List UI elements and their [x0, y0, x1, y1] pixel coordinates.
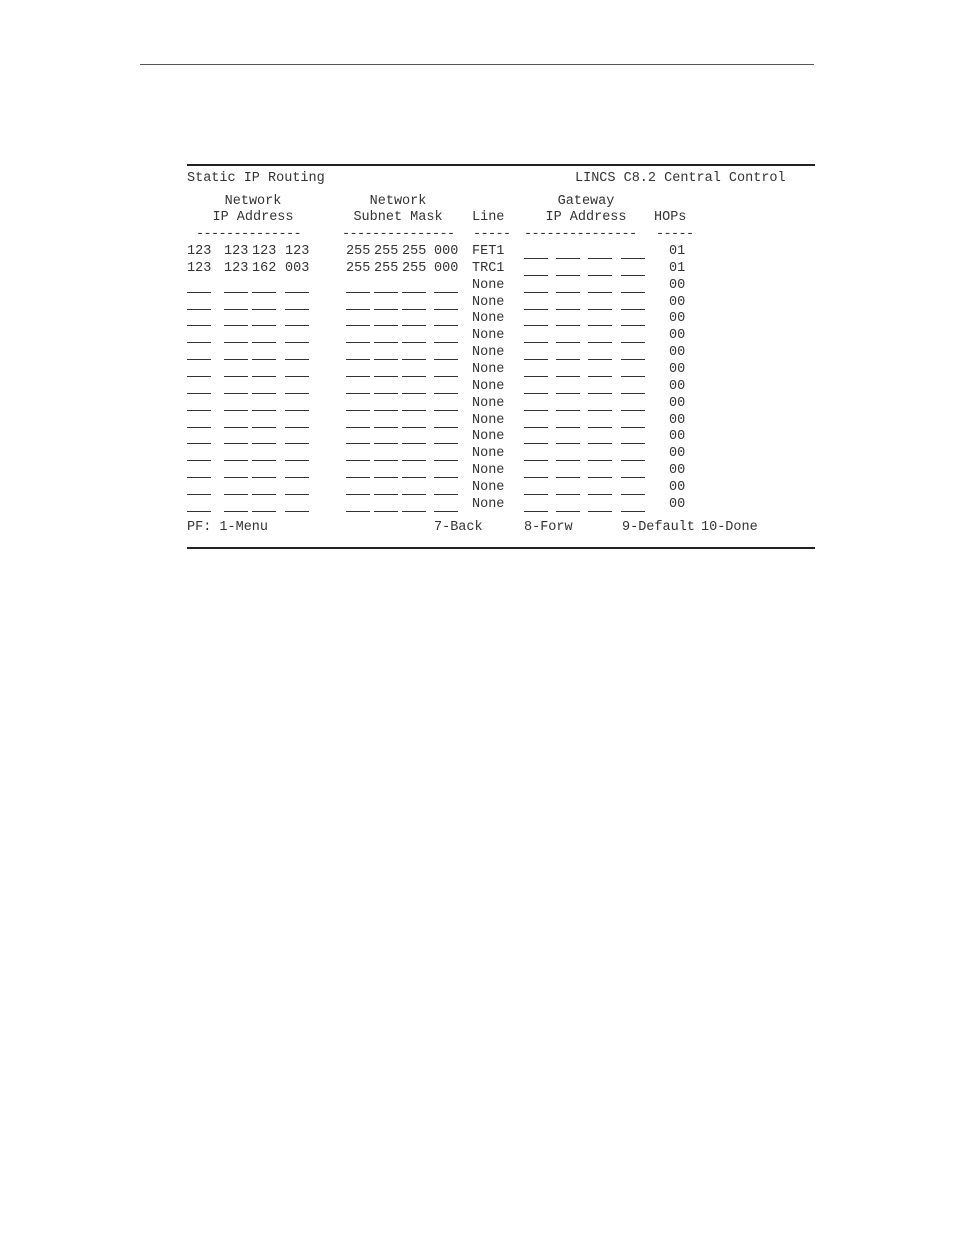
header-network-ip-line2: IP Address: [212, 210, 294, 225]
network-ip-octet-1-blank[interactable]: [187, 393, 211, 394]
gateway-ip-octet-4-blank[interactable]: [621, 410, 645, 411]
gateway-ip-octet-3-blank[interactable]: [588, 443, 612, 444]
hops-field[interactable]: 01: [669, 244, 686, 259]
screen-bottom-border: [187, 547, 815, 549]
gateway-ip-octet-1-blank[interactable]: [524, 494, 548, 495]
gateway-ip-octet-2-blank[interactable]: [556, 258, 580, 259]
subnet-mask-octet-4-blank[interactable]: [434, 359, 458, 360]
hops-field[interactable]: 00: [669, 345, 686, 360]
pf-default-key[interactable]: 9-Default: [622, 520, 695, 535]
pf-forward-key[interactable]: 8-Forw: [524, 520, 573, 535]
network-ip-octet-3-blank[interactable]: [252, 309, 276, 310]
subnet-mask-octet-3-blank[interactable]: [402, 309, 426, 310]
line-field[interactable]: None: [472, 379, 505, 394]
gateway-ip-octet-2-blank[interactable]: [556, 511, 580, 512]
gateway-ip-octet-1-blank[interactable]: [524, 511, 548, 512]
gateway-ip-octet-1-blank[interactable]: [524, 460, 548, 461]
subnet-mask-octet-2-blank[interactable]: [374, 393, 398, 394]
line-field[interactable]: None: [472, 345, 505, 360]
gateway-ip-octet-3-blank[interactable]: [588, 511, 612, 512]
network-ip-octet-3-blank[interactable]: [252, 393, 276, 394]
network-ip-octet-1-blank[interactable]: [187, 292, 211, 293]
gateway-ip-octet-3-blank[interactable]: [588, 393, 612, 394]
network-ip-octet-2-blank[interactable]: [224, 477, 248, 478]
header-gateway-line1: Gateway: [557, 194, 615, 209]
subnet-mask-octet-1-blank[interactable]: [346, 342, 370, 343]
subnet-mask-octet-3-blank[interactable]: [402, 460, 426, 461]
gateway-ip-octet-4-blank[interactable]: [621, 511, 645, 512]
network-ip-octet-3-blank[interactable]: [252, 443, 276, 444]
subnet-mask-octet-3[interactable]: 255: [402, 261, 427, 276]
network-ip-octet-4-blank[interactable]: [285, 393, 309, 394]
hops-field[interactable]: 00: [669, 278, 686, 293]
pf-done-key[interactable]: 10-Done: [701, 520, 758, 535]
network-ip-octet-3-blank[interactable]: [252, 376, 276, 377]
gateway-ip-octet-3-blank[interactable]: [588, 359, 612, 360]
subnet-mask-octet-2-blank[interactable]: [374, 359, 398, 360]
network-ip-octet-2-blank[interactable]: [224, 494, 248, 495]
separator-ip: --------------: [196, 227, 302, 242]
screen-title: Static IP Routing: [187, 171, 325, 186]
gateway-ip-octet-3-blank[interactable]: [588, 309, 612, 310]
subnet-mask-octet-4-blank[interactable]: [434, 460, 458, 461]
gateway-ip-octet-1-blank[interactable]: [524, 393, 548, 394]
subnet-mask-octet-4-blank[interactable]: [434, 393, 458, 394]
hops-field[interactable]: 00: [669, 429, 686, 444]
network-ip-octet-2-blank[interactable]: [224, 511, 248, 512]
line-field[interactable]: None: [472, 497, 505, 512]
gateway-ip-octet-3-blank[interactable]: [588, 427, 612, 428]
subnet-mask-octet-1-blank[interactable]: [346, 511, 370, 512]
gateway-ip-octet-4-blank[interactable]: [621, 309, 645, 310]
pf-menu-key[interactable]: PF: 1-Menu: [187, 520, 269, 535]
hops-field[interactable]: 00: [669, 362, 686, 377]
gateway-ip-octet-1-blank[interactable]: [524, 427, 548, 428]
gateway-ip-octet-3-blank[interactable]: [588, 292, 612, 293]
network-ip-octet-4-blank[interactable]: [285, 511, 309, 512]
gateway-ip-octet-1-blank[interactable]: [524, 292, 548, 293]
gateway-ip-octet-3-blank[interactable]: [588, 460, 612, 461]
header-gateway-line2: IP Address: [545, 210, 627, 225]
subnet-mask-octet-3-blank[interactable]: [402, 427, 426, 428]
header-subnet-mask-line2: Subnet Mask: [353, 210, 443, 225]
network-ip-octet-2-blank[interactable]: [224, 359, 248, 360]
subnet-mask-octet-4-blank[interactable]: [434, 376, 458, 377]
gateway-ip-octet-2-blank[interactable]: [556, 275, 580, 276]
network-ip-octet-2-blank[interactable]: [224, 410, 248, 411]
subnet-mask-octet-2[interactable]: 255: [374, 261, 399, 276]
subnet-mask-octet-3-blank[interactable]: [402, 325, 426, 326]
gateway-ip-octet-4-blank[interactable]: [621, 275, 645, 276]
network-ip-octet-1-blank[interactable]: [187, 460, 211, 461]
subnet-mask-octet-2-blank[interactable]: [374, 511, 398, 512]
subnet-mask-octet-3[interactable]: 255: [402, 244, 427, 259]
network-ip-octet-1-blank[interactable]: [187, 309, 211, 310]
gateway-ip-octet-3-blank[interactable]: [588, 494, 612, 495]
gateway-ip-octet-4-blank[interactable]: [621, 359, 645, 360]
network-ip-octet-3-blank[interactable]: [252, 292, 276, 293]
line-field[interactable]: TRC1: [472, 261, 505, 276]
gateway-ip-octet-2-blank[interactable]: [556, 443, 580, 444]
subnet-mask-octet-1-blank[interactable]: [346, 494, 370, 495]
line-field[interactable]: None: [472, 446, 505, 461]
subnet-mask-octet-3-blank[interactable]: [402, 393, 426, 394]
system-name: LINCS C8.2 Central Control: [575, 171, 786, 186]
subnet-mask-octet-3-blank[interactable]: [402, 359, 426, 360]
network-ip-octet-2-blank[interactable]: [224, 376, 248, 377]
subnet-mask-octet-1-blank[interactable]: [346, 393, 370, 394]
gateway-ip-octet-4-blank[interactable]: [621, 477, 645, 478]
network-ip-octet-1-blank[interactable]: [187, 359, 211, 360]
network-ip-octet-1-blank[interactable]: [187, 342, 211, 343]
network-ip-octet-4-blank[interactable]: [285, 410, 309, 411]
subnet-mask-octet-1-blank[interactable]: [346, 443, 370, 444]
subnet-mask-octet-2-blank[interactable]: [374, 325, 398, 326]
line-field[interactable]: FET1: [472, 244, 505, 259]
subnet-mask-octet-2-blank[interactable]: [374, 342, 398, 343]
hops-field[interactable]: 00: [669, 497, 686, 512]
subnet-mask-octet-2-blank[interactable]: [374, 460, 398, 461]
network-ip-octet-3-blank[interactable]: [252, 359, 276, 360]
network-ip-octet-4-blank[interactable]: [285, 443, 309, 444]
network-ip-octet-2-blank[interactable]: [224, 427, 248, 428]
line-field[interactable]: None: [472, 362, 505, 377]
subnet-mask-octet-1-blank[interactable]: [346, 309, 370, 310]
hops-field[interactable]: 00: [669, 311, 686, 326]
network-ip-octet-3-blank[interactable]: [252, 342, 276, 343]
gateway-ip-octet-1-blank[interactable]: [524, 342, 548, 343]
network-ip-octet-3-blank[interactable]: [252, 511, 276, 512]
subnet-mask-octet-2-blank[interactable]: [374, 309, 398, 310]
gateway-ip-octet-2-blank[interactable]: [556, 410, 580, 411]
network-ip-octet-1[interactable]: 123: [187, 261, 212, 276]
network-ip-octet-3-blank[interactable]: [252, 410, 276, 411]
subnet-mask-octet-4-blank[interactable]: [434, 511, 458, 512]
network-ip-octet-1-blank[interactable]: [187, 376, 211, 377]
gateway-ip-octet-1-blank[interactable]: [524, 477, 548, 478]
subnet-mask-octet-2-blank[interactable]: [374, 443, 398, 444]
subnet-mask-octet-4[interactable]: 000: [434, 244, 459, 259]
hops-field[interactable]: 00: [669, 446, 686, 461]
subnet-mask-octet-3-blank[interactable]: [402, 342, 426, 343]
network-ip-octet-3-blank[interactable]: [252, 427, 276, 428]
header-network-ip-line1: Network: [224, 194, 282, 209]
gateway-ip-octet-3-blank[interactable]: [588, 275, 612, 276]
header-hops: HOPs: [654, 210, 687, 225]
line-field[interactable]: None: [472, 396, 505, 411]
gateway-ip-octet-2-blank[interactable]: [556, 393, 580, 394]
gateway-ip-octet-1-blank[interactable]: [524, 309, 548, 310]
subnet-mask-octet-1-blank[interactable]: [346, 410, 370, 411]
hops-field[interactable]: 00: [669, 413, 686, 428]
subnet-mask-octet-1-blank[interactable]: [346, 427, 370, 428]
hops-field[interactable]: 00: [669, 328, 686, 343]
hops-field[interactable]: 00: [669, 480, 686, 495]
network-ip-octet-4-blank[interactable]: [285, 376, 309, 377]
page-header-rule: [140, 64, 814, 65]
subnet-mask-octet-1[interactable]: 255: [346, 244, 371, 259]
network-ip-octet-1-blank[interactable]: [187, 325, 211, 326]
line-field[interactable]: None: [472, 295, 505, 310]
gateway-ip-octet-4-blank[interactable]: [621, 443, 645, 444]
subnet-mask-octet-3-blank[interactable]: [402, 477, 426, 478]
subnet-mask-octet-1-blank[interactable]: [346, 292, 370, 293]
network-ip-octet-1-blank[interactable]: [187, 410, 211, 411]
subnet-mask-octet-4-blank[interactable]: [434, 292, 458, 293]
subnet-mask-octet-4-blank[interactable]: [434, 342, 458, 343]
header-line: Line: [472, 210, 505, 225]
network-ip-octet-2-blank[interactable]: [224, 393, 248, 394]
gateway-ip-octet-2-blank[interactable]: [556, 342, 580, 343]
subnet-mask-octet-1[interactable]: 255: [346, 261, 371, 276]
gateway-ip-octet-2-blank[interactable]: [556, 427, 580, 428]
hops-field[interactable]: 00: [669, 295, 686, 310]
line-field[interactable]: None: [472, 328, 505, 343]
pf-back-key[interactable]: 7-Back: [434, 520, 483, 535]
gateway-ip-octet-1-blank[interactable]: [524, 325, 548, 326]
line-field[interactable]: None: [472, 311, 505, 326]
header-subnet-mask-line1: Network: [369, 194, 427, 209]
network-ip-octet-1[interactable]: 123: [187, 244, 212, 259]
subnet-mask-octet-3-blank[interactable]: [402, 443, 426, 444]
subnet-mask-octet-1-blank[interactable]: [346, 460, 370, 461]
network-ip-octet-4[interactable]: 123: [285, 244, 310, 259]
gateway-ip-octet-2-blank[interactable]: [556, 494, 580, 495]
network-ip-octet-2-blank[interactable]: [224, 443, 248, 444]
gateway-ip-octet-3-blank[interactable]: [588, 342, 612, 343]
gateway-ip-octet-2-blank[interactable]: [556, 309, 580, 310]
network-ip-octet-2-blank[interactable]: [224, 292, 248, 293]
network-ip-octet-3-blank[interactable]: [252, 477, 276, 478]
gateway-ip-octet-4-blank[interactable]: [621, 376, 645, 377]
gateway-ip-octet-3-blank[interactable]: [588, 376, 612, 377]
line-field[interactable]: None: [472, 463, 505, 478]
gateway-ip-octet-4-blank[interactable]: [621, 292, 645, 293]
gateway-ip-octet-4-blank[interactable]: [621, 393, 645, 394]
network-ip-octet-2-blank[interactable]: [224, 325, 248, 326]
network-ip-octet-4-blank[interactable]: [285, 460, 309, 461]
line-field[interactable]: None: [472, 413, 505, 428]
gateway-ip-octet-2-blank[interactable]: [556, 477, 580, 478]
network-ip-octet-1-blank[interactable]: [187, 511, 211, 512]
network-ip-octet-3-blank[interactable]: [252, 460, 276, 461]
hops-field[interactable]: 00: [669, 379, 686, 394]
network-ip-octet-4-blank[interactable]: [285, 325, 309, 326]
gateway-ip-octet-2-blank[interactable]: [556, 325, 580, 326]
network-ip-octet-4-blank[interactable]: [285, 342, 309, 343]
network-ip-octet-1-blank[interactable]: [187, 427, 211, 428]
subnet-mask-octet-4-blank[interactable]: [434, 427, 458, 428]
gateway-ip-octet-2-blank[interactable]: [556, 292, 580, 293]
gateway-ip-octet-1-blank[interactable]: [524, 376, 548, 377]
network-ip-octet-2[interactable]: 123: [224, 261, 249, 276]
screen-top-border: [187, 164, 815, 166]
subnet-mask-octet-3-blank[interactable]: [402, 494, 426, 495]
subnet-mask-octet-3-blank[interactable]: [402, 292, 426, 293]
network-ip-octet-2-blank[interactable]: [224, 460, 248, 461]
subnet-mask-octet-1-blank[interactable]: [346, 359, 370, 360]
subnet-mask-octet-4-blank[interactable]: [434, 410, 458, 411]
subnet-mask-octet-2-blank[interactable]: [374, 292, 398, 293]
subnet-mask-octet-1-blank[interactable]: [346, 325, 370, 326]
network-ip-octet-2-blank[interactable]: [224, 342, 248, 343]
separator-mask: ---------------: [342, 227, 455, 242]
subnet-mask-octet-4-blank[interactable]: [434, 309, 458, 310]
gateway-ip-octet-4-blank[interactable]: [621, 460, 645, 461]
subnet-mask-octet-2-blank[interactable]: [374, 427, 398, 428]
gateway-ip-octet-4-blank[interactable]: [621, 342, 645, 343]
subnet-mask-octet-4[interactable]: 000: [434, 261, 459, 276]
subnet-mask-octet-2-blank[interactable]: [374, 477, 398, 478]
network-ip-octet-2[interactable]: 123: [224, 244, 249, 259]
subnet-mask-octet-2-blank[interactable]: [374, 410, 398, 411]
network-ip-octet-3[interactable]: 162: [252, 261, 277, 276]
network-ip-octet-1-blank[interactable]: [187, 443, 211, 444]
subnet-mask-octet-2-blank[interactable]: [374, 376, 398, 377]
separator-line: -----: [473, 227, 511, 242]
subnet-mask-octet-4-blank[interactable]: [434, 325, 458, 326]
hops-field[interactable]: 00: [669, 463, 686, 478]
subnet-mask-octet-3-blank[interactable]: [402, 410, 426, 411]
network-ip-octet-3-blank[interactable]: [252, 325, 276, 326]
line-field[interactable]: None: [472, 429, 505, 444]
separator-gateway: ---------------: [524, 227, 637, 242]
gateway-ip-octet-1-blank[interactable]: [524, 359, 548, 360]
subnet-mask-octet-4-blank[interactable]: [434, 477, 458, 478]
separator-hops: -----: [656, 227, 694, 242]
hops-field[interactable]: 00: [669, 396, 686, 411]
gateway-ip-octet-4-blank[interactable]: [621, 258, 645, 259]
gateway-ip-octet-3-blank[interactable]: [588, 258, 612, 259]
network-ip-octet-4-blank[interactable]: [285, 309, 309, 310]
gateway-ip-octet-2-blank[interactable]: [556, 359, 580, 360]
network-ip-octet-2-blank[interactable]: [224, 309, 248, 310]
subnet-mask-octet-3-blank[interactable]: [402, 376, 426, 377]
static-ip-routing-screen: [187, 164, 815, 550]
network-ip-octet-4-blank[interactable]: [285, 427, 309, 428]
network-ip-octet-1-blank[interactable]: [187, 477, 211, 478]
network-ip-octet-4-blank[interactable]: [285, 359, 309, 360]
gateway-ip-octet-1-blank[interactable]: [524, 443, 548, 444]
network-ip-octet-4-blank[interactable]: [285, 494, 309, 495]
gateway-ip-octet-4-blank[interactable]: [621, 494, 645, 495]
network-ip-octet-4[interactable]: 003: [285, 261, 310, 276]
subnet-mask-octet-1-blank[interactable]: [346, 477, 370, 478]
gateway-ip-octet-2-blank[interactable]: [556, 460, 580, 461]
gateway-ip-octet-3-blank[interactable]: [588, 477, 612, 478]
gateway-ip-octet-4-blank[interactable]: [621, 427, 645, 428]
gateway-ip-octet-1-blank[interactable]: [524, 275, 548, 276]
network-ip-octet-4-blank[interactable]: [285, 292, 309, 293]
network-ip-octet-4-blank[interactable]: [285, 477, 309, 478]
subnet-mask-octet-3-blank[interactable]: [402, 511, 426, 512]
line-field[interactable]: None: [472, 480, 505, 495]
gateway-ip-octet-2-blank[interactable]: [556, 376, 580, 377]
gateway-ip-octet-3-blank[interactable]: [588, 410, 612, 411]
gateway-ip-octet-4-blank[interactable]: [621, 325, 645, 326]
network-ip-octet-1-blank[interactable]: [187, 494, 211, 495]
network-ip-octet-3-blank[interactable]: [252, 494, 276, 495]
subnet-mask-octet-4-blank[interactable]: [434, 494, 458, 495]
line-field[interactable]: None: [472, 278, 505, 293]
subnet-mask-octet-1-blank[interactable]: [346, 376, 370, 377]
gateway-ip-octet-3-blank[interactable]: [588, 325, 612, 326]
gateway-ip-octet-1-blank[interactable]: [524, 410, 548, 411]
network-ip-octet-3[interactable]: 123: [252, 244, 277, 259]
subnet-mask-octet-2[interactable]: 255: [374, 244, 399, 259]
subnet-mask-octet-4-blank[interactable]: [434, 443, 458, 444]
subnet-mask-octet-2-blank[interactable]: [374, 494, 398, 495]
gateway-ip-octet-1-blank[interactable]: [524, 258, 548, 259]
hops-field[interactable]: 01: [669, 261, 686, 276]
